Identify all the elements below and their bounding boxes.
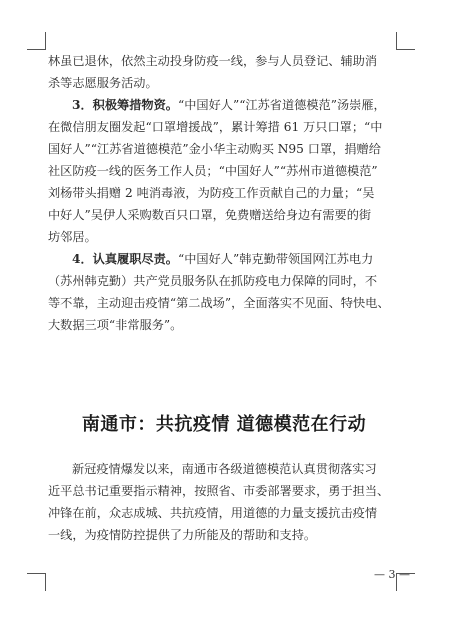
text-line: 杀等志愿服务活动。 xyxy=(48,76,158,90)
item-3-paragraph xyxy=(48,94,400,248)
text-line: 林虽已退休，依然主动投身防疫一线，参与人员登记、辅助消 xyxy=(48,54,378,68)
text-line: 中好人”吴伊人采购数百只口罩，免费赠送给身边有需要的街 xyxy=(48,208,372,222)
text-line: 在微信朋友圈发起“口罩增援战”，累计筹措 61 万只口罩；“中 xyxy=(48,120,383,134)
text-line: 社区防疫一线的医务工作人员；“中国好人”“苏州市道德模范” xyxy=(48,164,378,178)
text-line: 冲锋在前，众志成城、共抗疫情，用道德的力量支援抗击疫情 xyxy=(48,506,378,520)
text-line: 近平总书记重要指示精神，按照省、市委部署要求，勇于担当、 xyxy=(48,484,390,498)
item-3-first-line-text: “中国好人”“江苏省道德模范”汤崇雁， xyxy=(177,98,386,112)
text-line: 等不靠，主动迎击疫情“第二战场”，全面落实不见面、特快电、 xyxy=(48,296,390,310)
crop-mark-top-right-v xyxy=(396,32,397,50)
text-line: 大数据三项“非常服务”。 xyxy=(48,318,183,332)
section-heading: 南通市：共抗疫情 道德模范在行动 xyxy=(81,414,367,435)
item-4-first-line-text: “中国好人”韩克勤带领国网江苏电力 xyxy=(177,252,374,266)
item-4-paragraph xyxy=(48,248,400,336)
crop-mark-top-left-h xyxy=(27,49,46,50)
page-number: — 3 — xyxy=(374,568,410,581)
item-4-title: 4．认真履职尽责。 xyxy=(72,252,178,266)
crop-mark-bottom-left-v xyxy=(45,573,46,591)
text-line: 国好人”“江苏省道德模范”金小华主动购买 N95 口罩，捐赠给 xyxy=(48,142,381,156)
section-paragraph xyxy=(48,458,400,546)
item-4-first-line xyxy=(48,248,400,270)
text-line: 坊邻居。 xyxy=(48,230,97,244)
text-line: 一线，为疫情防控提供了力所能及的帮助和支持。 xyxy=(48,528,317,542)
crop-mark-bottom-left-h xyxy=(27,573,46,574)
text-line: 新冠疫情爆发以来，南通市各级道德模范认真贯彻落实习 xyxy=(72,462,377,476)
crop-mark-top-left-v xyxy=(45,32,46,50)
paragraph-continuation xyxy=(48,50,400,94)
item-3-title: 3．积极筹措物资。 xyxy=(72,98,178,112)
item-3-first-line xyxy=(48,94,400,116)
text-line: 刘杨带头捐赠 2 吨消毒液，为防疫工作贡献自己的力量；“吴 xyxy=(48,186,375,200)
text-line: （苏州韩克勤）共产党员服务队在抓防疫电力保障的同时，不 xyxy=(48,274,378,288)
